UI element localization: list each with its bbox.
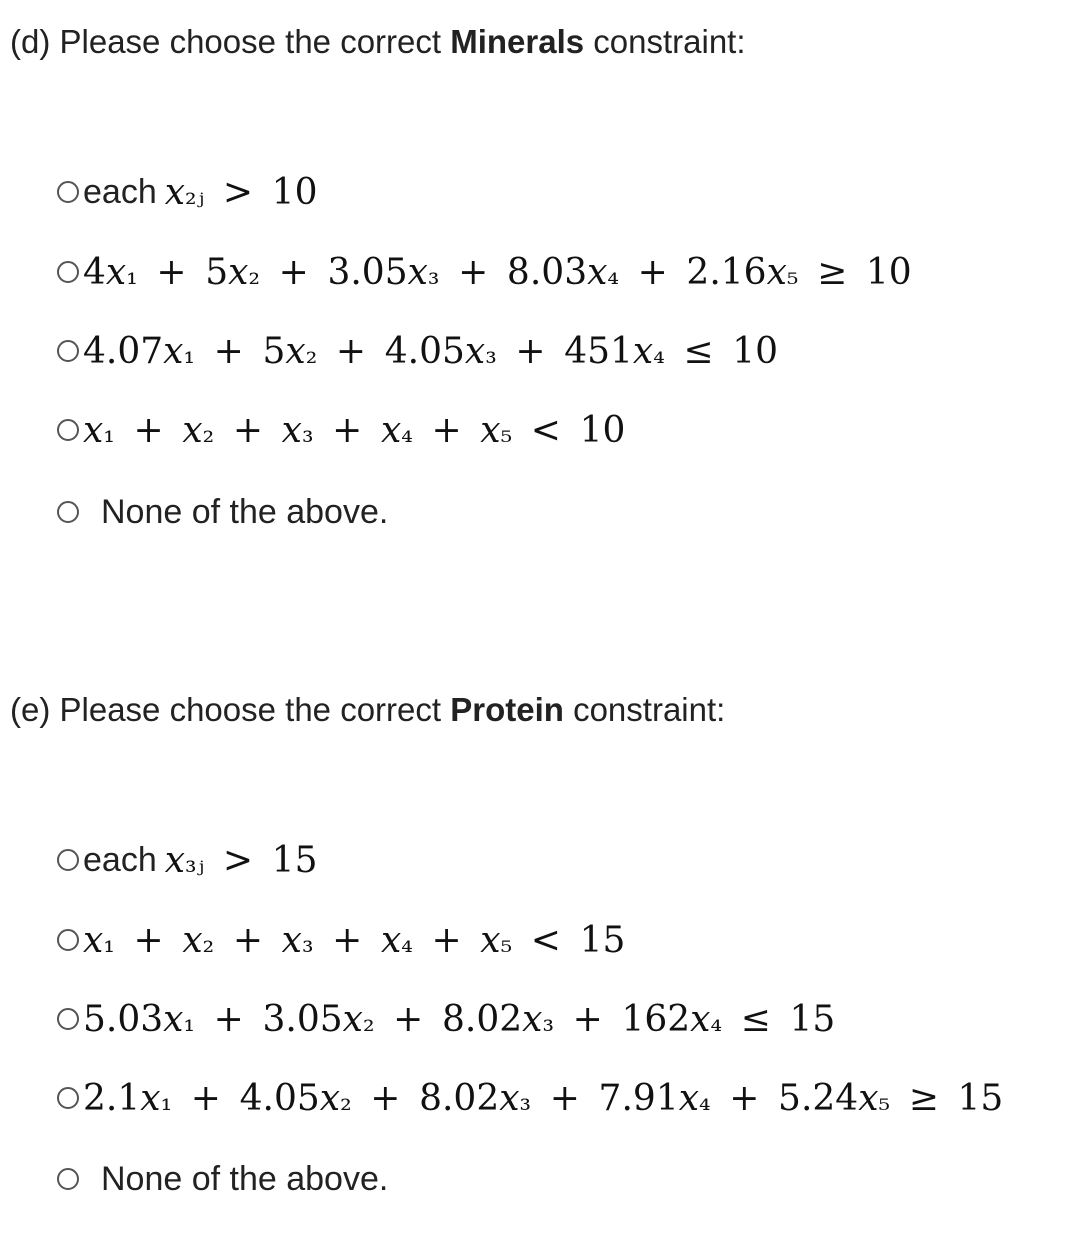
question-d-option-1[interactable]: [57, 167, 317, 217]
radio-button[interactable]: [57, 849, 79, 871]
question-d-title: [10, 22, 746, 62]
radio-button[interactable]: [57, 419, 79, 441]
option-lead-text: each: [83, 172, 157, 211]
option-none-text: None of the above.: [101, 1159, 389, 1198]
question-e-prefix: (e) Please choose the correct: [10, 691, 451, 728]
question-d-option-4[interactable]: [57, 405, 625, 455]
question-d-prefix: (d) Please choose the correct: [10, 23, 451, 60]
option-none-text: None of the above.: [101, 492, 389, 531]
question-e-option-1[interactable]: [57, 835, 317, 885]
question-d-keyword: Minerals: [450, 23, 585, 60]
option-math: x₁ + x₂ + x₃ + x₄ + x₅ < 10: [83, 409, 626, 451]
question-e-option-5[interactable]: [57, 1154, 388, 1204]
option-lead-text: each: [83, 840, 157, 879]
option-math: x₂ⱼ > 10: [164, 171, 318, 213]
option-math: 4.07x₁ + 5x₂ + 4.05x₃ + 451x₄ ≤ 10: [83, 330, 779, 372]
option-math: 2.1x₁ + 4.05x₂ + 8.02x₃ + 7.91x₄ + 5.24x₅ ≥ 15: [83, 1077, 1004, 1119]
option-math: 5.03x₁ + 3.05x₂ + 8.02x₃ + 162x₄ ≤ 15: [83, 998, 836, 1040]
question-e-title: [10, 690, 725, 730]
radio-button[interactable]: [57, 181, 79, 203]
question-e-option-2[interactable]: [57, 915, 625, 965]
radio-button[interactable]: [57, 1168, 79, 1190]
radio-button[interactable]: [57, 501, 79, 523]
question-e-suffix: constraint:: [563, 691, 726, 728]
option-math: x₃ⱼ > 15: [164, 839, 318, 881]
question-e-keyword: Protein: [450, 691, 564, 728]
option-math: 4x₁ + 5x₂ + 3.05x₃ + 8.03x₄ + 2.16x₅ ≥ 10: [83, 251, 912, 293]
radio-button[interactable]: [57, 929, 79, 951]
radio-button[interactable]: [57, 261, 79, 283]
question-d-option-2[interactable]: [57, 247, 912, 297]
question-e-option-4[interactable]: [57, 1073, 1003, 1123]
question-d-option-5[interactable]: [57, 487, 388, 537]
radio-button[interactable]: [57, 1008, 79, 1030]
option-math: x₁ + x₂ + x₃ + x₄ + x₅ < 15: [83, 919, 626, 961]
radio-button[interactable]: [57, 1087, 79, 1109]
radio-button[interactable]: [57, 340, 79, 362]
question-e-option-3[interactable]: [57, 994, 835, 1044]
question-d-suffix: constraint:: [584, 23, 746, 60]
question-d-option-3[interactable]: [57, 326, 778, 376]
